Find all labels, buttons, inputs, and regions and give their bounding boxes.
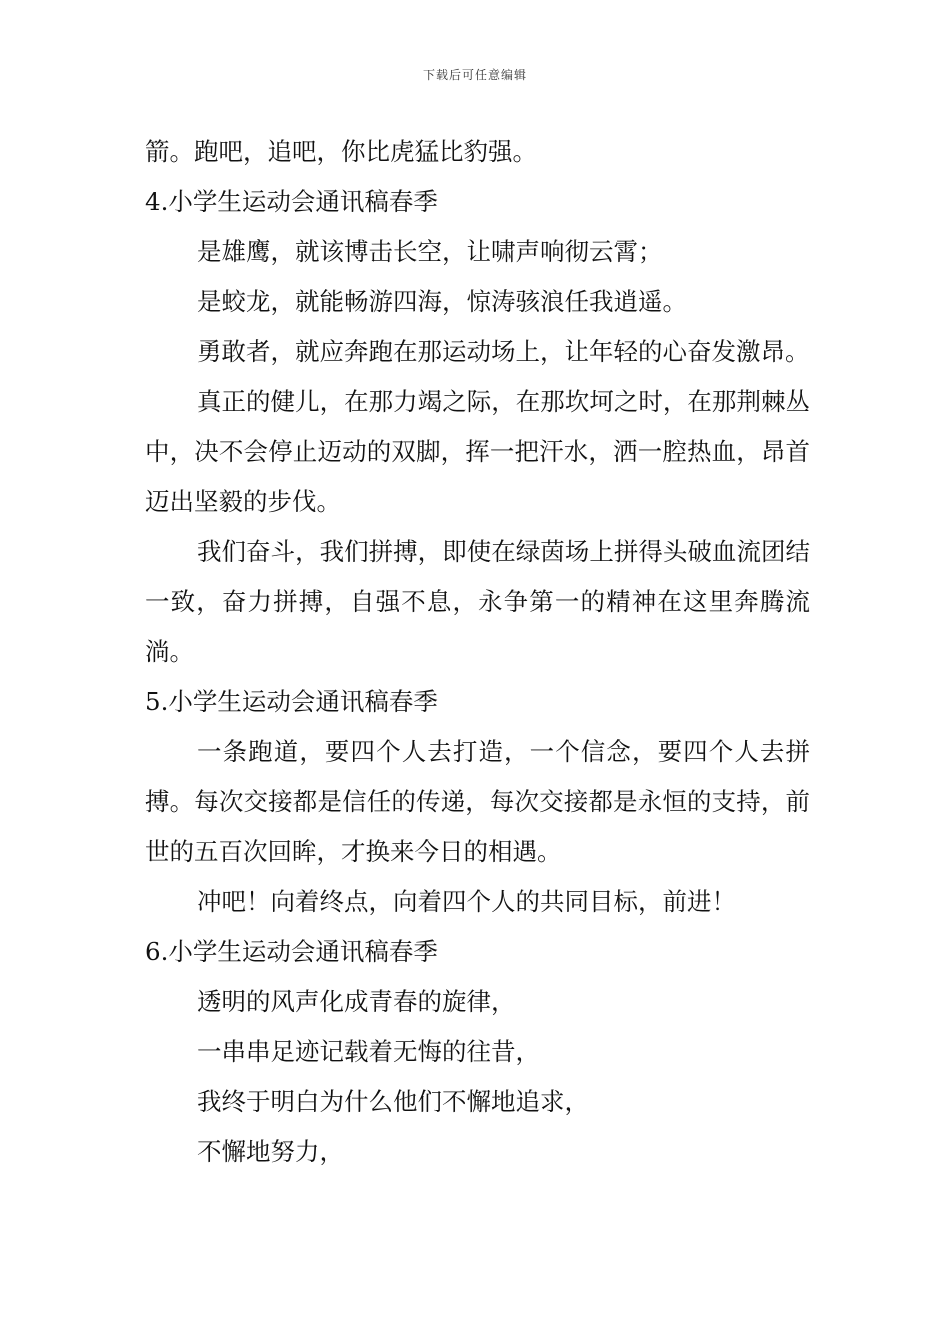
paragraph: 我们奋斗，我们拼搏，即使在绿茵场上拼得头破血流团结一致，奋力拼搏，自强不息，永争第一的精神在这里奔腾流淌。: [145, 537, 810, 666]
document-body: [145, 127, 810, 1177]
paragraph: 勇敢者，就应奔跑在那运动场上，让年轻的心奋发激昂。: [197, 337, 810, 366]
paragraph: 是雄鹰，就该博击长空，让啸声响彻云霄；: [197, 237, 663, 266]
poem-line: 我终于明白为什么他们不懈地追求，: [197, 1087, 589, 1116]
page-header: 下载后可任意编辑: [422, 68, 527, 82]
paragraph: 一条跑道，要四个人去打造，一个信念，要四个人去拼搏。每次交接都是信任的传递，每次交接都是永恒的支持，前世的五百次回眸，才换来今日的相遇。: [145, 737, 810, 866]
poem-line: 透明的风声化成青春的旋律，: [197, 987, 516, 1016]
paragraph: 是蛟龙，就能畅游四海，惊涛骇浪任我逍遥。: [197, 287, 687, 316]
poem-line: 不懈地努力，: [197, 1137, 344, 1166]
section-heading: 5.小学生运动会通讯稿春季: [145, 687, 438, 716]
section-heading: 4.小学生运动会通讯稿春季: [145, 187, 438, 216]
poem-line: 一串串足迹记载着无悔的往昔，: [197, 1037, 540, 1066]
paragraph: 箭。跑吧，追吧，你比虎猛比豹强。: [145, 137, 537, 166]
section-heading: 6.小学生运动会通讯稿春季: [145, 937, 438, 966]
paragraph: 真正的健儿，在那力竭之际，在那坎坷之时，在那荆棘丛中，决不会停止迈动的双脚，挥一把汗水，洒一腔热血，昂首迈出坚毅的步伐。: [145, 387, 810, 516]
paragraph: 冲吧！向着终点，向着四个人的共同目标，前进！: [197, 887, 736, 916]
